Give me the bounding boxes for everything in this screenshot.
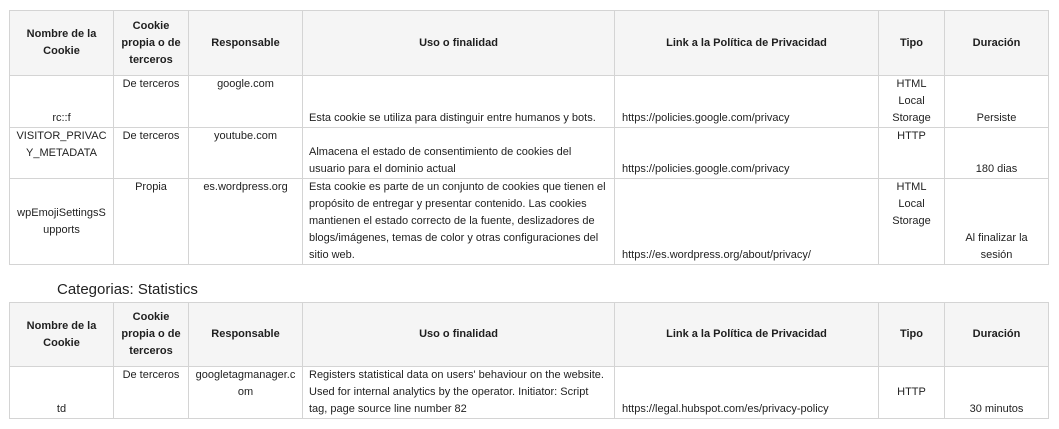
header-duration: Duración [945, 303, 1049, 367]
cookie-responsible: googletagmanager.com [189, 367, 303, 419]
cookie-use: Esta cookie es parte de un conjunto de cookies que tienen el propósito de entregar y presentar contenido. Las cookies mantienen el estado correcto de la fuente, deslizadores de blogs/imágenes, temas de color y otras configuraciones del sitio web. [303, 179, 615, 265]
category-title: Categorias: Statistics [57, 281, 198, 298]
header-type: Tipo [879, 303, 945, 367]
cookie-responsible: google.com [189, 76, 303, 128]
cookie-type: HTTP [879, 128, 945, 179]
cookie-name: wpEmojiSettingsSupports [10, 179, 114, 265]
cookie-duration: Persiste [945, 76, 1049, 128]
table-row [10, 76, 1049, 128]
cookies-table-statistics [9, 302, 1049, 419]
header-responsible: Responsable [189, 11, 303, 76]
cookie-policy-link[interactable]: https://policies.google.com/privacy [615, 128, 879, 179]
table-header-row [10, 303, 1049, 367]
header-own: Cookie propia o de terceros [114, 11, 189, 76]
table-row [10, 179, 1049, 265]
cookie-responsible: es.wordpress.org [189, 179, 303, 265]
header-responsible: Responsable [189, 303, 303, 367]
header-link: Link a la Política de Privacidad [615, 11, 879, 76]
cookie-name: VISITOR_PRIVACY_METADATA [10, 128, 114, 179]
header-name: Nombre de la Cookie [10, 11, 114, 76]
cookie-own: De terceros [114, 128, 189, 179]
cookie-type: HTML Local Storage [879, 76, 945, 128]
header-use: Uso o finalidad [303, 303, 615, 367]
header-type: Tipo [879, 11, 945, 76]
table-row [10, 128, 1049, 179]
cookie-responsible: youtube.com [189, 128, 303, 179]
cookie-duration: 180 dias [945, 128, 1049, 179]
cookie-use: Registers statistical data on users' behaviour on the website. Used for internal analytics by the operator. Initiator: Script tag, page source line number 82 [303, 367, 615, 419]
header-use: Uso o finalidad [303, 11, 615, 76]
header-link: Link a la Política de Privacidad [615, 303, 879, 367]
cookies-table-necessary [9, 10, 1049, 265]
header-name: Nombre de la Cookie [10, 303, 114, 367]
cookie-type: HTML Local Storage [879, 179, 945, 265]
cookie-duration: Al finalizar la sesión [945, 179, 1049, 265]
cookie-duration: 30 minutos [945, 367, 1049, 419]
cookie-policy-link[interactable]: https://policies.google.com/privacy [615, 76, 879, 128]
header-own: Cookie propia o de terceros [114, 303, 189, 367]
header-duration: Duración [945, 11, 1049, 76]
cookie-policy-link[interactable]: https://es.wordpress.org/about/privacy/ [615, 179, 879, 265]
cookie-name: td [10, 367, 114, 419]
cookie-own: Propia [114, 179, 189, 265]
cookie-use: Almacena el estado de consentimiento de cookies del usuario para el dominio actual [303, 128, 615, 179]
table-row [10, 367, 1049, 419]
table-header-row [10, 11, 1049, 76]
cookie-own: De terceros [114, 76, 189, 128]
cookie-type: HTTP [879, 367, 945, 419]
cookie-own: De terceros [114, 367, 189, 419]
cookie-policy-link[interactable]: https://legal.hubspot.com/es/privacy-policy [615, 367, 879, 419]
cookie-name: rc::f [10, 76, 114, 128]
cookie-use: Esta cookie se utiliza para distinguir entre humanos y bots. [303, 76, 615, 128]
